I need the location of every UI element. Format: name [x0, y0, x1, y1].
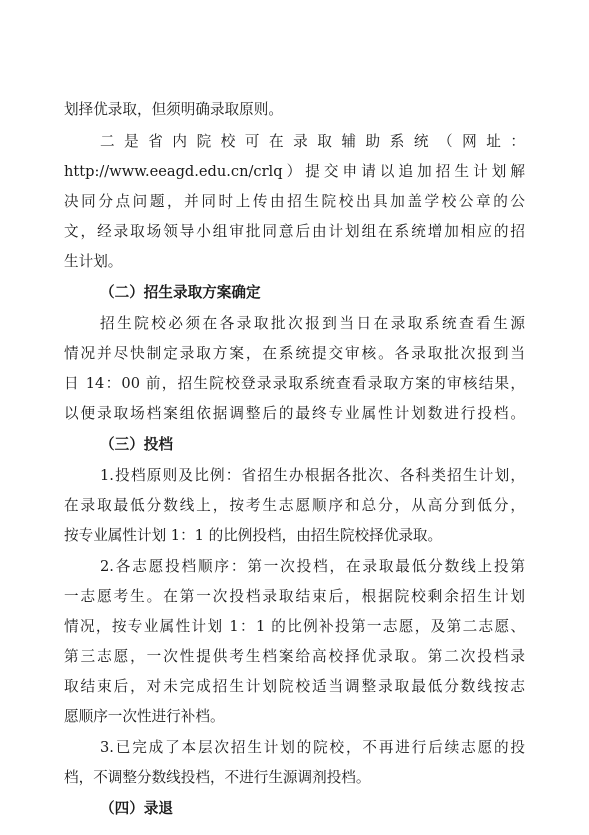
text-line: 二是省内院校可在录取辅助系统（网址：	[100, 133, 525, 150]
text-line: 以便录取场档案组依据调整后的最终专业属性计划数进行投档。	[64, 405, 525, 422]
text-line: 2.各志愿投档顺序：第一次投档，在录取最低分数线上投第	[100, 558, 525, 575]
text-line: 招生院校必须在各录取批次报到当日在录取系统查看生源	[100, 315, 525, 332]
text-line: 愿顺序一次性进行补档。	[64, 708, 225, 725]
text-line: 情况，按专业属性计划 1：1 的比例补投第一志愿，及第二志愿、	[64, 618, 525, 635]
text-line: http://www.eeagd.edu.cn/crlq）提交申请以追加招生计划解	[64, 163, 525, 180]
section-heading: （二）招生录取方案确定	[100, 284, 261, 301]
text-line: 1.投档原则及比例：省招生办根据各批次、各科类招生计划，	[100, 467, 525, 484]
text-line: 一志愿考生。在第一次投档录取结束后，根据院校剩余招生计划	[64, 588, 525, 605]
section-heading: （三）投档	[100, 436, 173, 453]
text-line: 划择优录取，但须明确录取原则。	[64, 101, 283, 118]
text-line: 情况并尽快制定录取方案，在系统提交审核。各录取批次报到当	[64, 345, 525, 362]
text-line: 在录取最低分数线上，按考生志愿顺序和总分，从高分到低分，	[64, 497, 525, 514]
text-line: 文，经录取场领导小组审批同意后由计划组在系统增加相应的招	[64, 223, 525, 240]
text-line: 日 14：00 前，招生院校登录录取系统查看录取方案的审核结果，	[64, 375, 525, 392]
text-line: 决同分点问题，并同时上传由招生院校出具加盖学校公章的公	[64, 193, 525, 210]
text-line: 档，不调整分数线投档，不进行生源调剂投档。	[64, 769, 371, 786]
text-line: 生计划。	[64, 253, 123, 270]
text-line: 取结束后，对未完成招生计划院校适当调整录取最低分数线按志	[64, 678, 525, 695]
text-line: 3.已完成了本层次招生计划的院校，不再进行后续志愿的投	[100, 739, 525, 756]
text-line: 按专业属性计划 1：1 的比例投档，由招生院校择优录取。	[64, 527, 443, 544]
text-line: 第三志愿，一次性提供考生档案给高校择优录取。第二次投档录	[64, 648, 525, 665]
section-heading: （四）录退	[100, 800, 173, 817]
